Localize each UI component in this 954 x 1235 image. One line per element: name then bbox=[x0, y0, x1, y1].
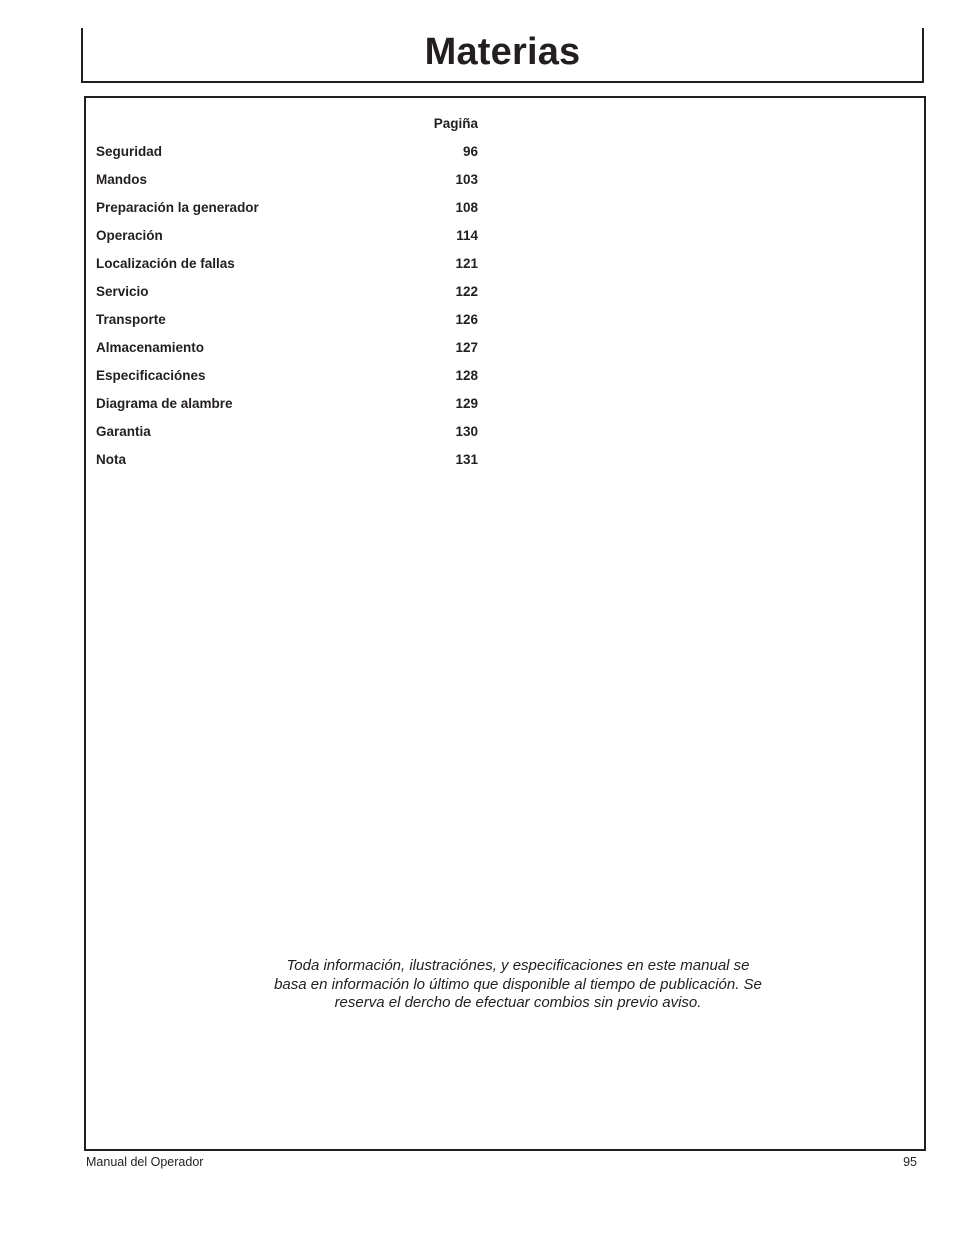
toc-entry-page: 108 bbox=[455, 200, 478, 215]
table-of-contents bbox=[96, 115, 478, 479]
toc-entry-page: 128 bbox=[455, 368, 478, 383]
disclaimer-notice bbox=[246, 957, 790, 1013]
toc-entry-page: 127 bbox=[455, 340, 478, 355]
disclaimer-line: reserva el dercho de efectuar combios sin previo aviso. bbox=[334, 994, 702, 1011]
toc-entry-label: Mandos bbox=[96, 172, 148, 187]
toc-page-column-header: Pagiña bbox=[433, 116, 478, 131]
toc-entry-page: 114 bbox=[456, 228, 478, 243]
toc-entry-label: Preparación la generador bbox=[96, 200, 259, 215]
toc-entry-page: 130 bbox=[455, 424, 478, 439]
toc-entry-label: Servicio bbox=[96, 284, 149, 299]
toc-entry-nota bbox=[96, 451, 478, 479]
disclaimer-line: Toda información, ilustraciónes, y especificaciones en este manual se bbox=[286, 957, 750, 974]
disclaimer-line: basa en información lo último que disponible al tiempo de publicación. Se bbox=[274, 975, 762, 993]
toc-entry-label: Nota bbox=[96, 452, 126, 467]
toc-entry-page: 126 bbox=[455, 312, 478, 327]
toc-entry-transporte bbox=[96, 311, 478, 339]
toc-entry-garantia bbox=[96, 423, 478, 451]
page-title: Materias bbox=[424, 31, 581, 73]
toc-entry-especificaciones bbox=[96, 367, 478, 395]
footer-manual-title: Manual del Operador bbox=[86, 1155, 204, 1169]
toc-entry-page: 122 bbox=[455, 284, 478, 299]
toc-entry-label: Seguridad bbox=[96, 144, 163, 159]
toc-entry-label: Especificaciónes bbox=[96, 368, 206, 383]
toc-entry-page: 103 bbox=[455, 172, 478, 187]
toc-entry-page: 129 bbox=[455, 396, 478, 411]
title-box bbox=[81, 28, 924, 83]
toc-entry-label: Almacenamiento bbox=[96, 340, 205, 355]
toc-entry-seguridad bbox=[96, 143, 478, 171]
toc-entry-label: Operación bbox=[96, 228, 163, 243]
toc-entry-label: Transporte bbox=[96, 312, 166, 327]
content-box bbox=[84, 96, 926, 1151]
toc-entry-almacenamiento bbox=[96, 339, 478, 367]
toc-entry-label: Localización de fallas bbox=[96, 256, 235, 271]
toc-entry-label: Garantia bbox=[96, 424, 151, 439]
toc-entry-servicio bbox=[96, 283, 478, 311]
toc-entry-mandos bbox=[96, 171, 478, 199]
toc-entry-operacion bbox=[96, 227, 478, 255]
toc-entry-preparacion bbox=[96, 199, 478, 227]
toc-entry-diagrama bbox=[96, 395, 478, 423]
toc-entry-page: 96 bbox=[462, 144, 478, 159]
footer-page-number: 95 bbox=[903, 1155, 917, 1169]
toc-entry-label: Diagrama de alambre bbox=[96, 396, 233, 411]
toc-entry-localizacion bbox=[96, 255, 478, 283]
toc-entry-page: 131 bbox=[455, 452, 478, 467]
toc-entry-page: 121 bbox=[455, 256, 478, 271]
